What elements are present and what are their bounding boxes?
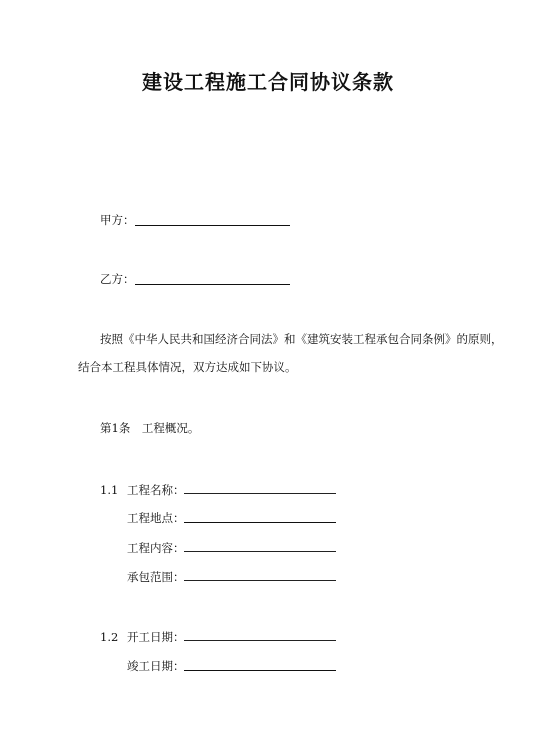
section-1-1-number: 1.1 xyxy=(100,483,119,497)
field-label-project-location: 工程地点： xyxy=(127,511,185,525)
article-1-heading: 第1条 工程概况。 xyxy=(100,421,200,435)
field-label-completion-date: 竣工日期： xyxy=(127,659,185,673)
party-a-label: 甲方： xyxy=(100,213,135,227)
field-line-project-content xyxy=(184,551,336,552)
field-line-contract-scope xyxy=(184,580,336,581)
field-line-project-location xyxy=(184,522,336,523)
intro-line-2: 结合本工程具体情况，双方达成如下协议。 xyxy=(78,360,297,374)
field-label-contract-scope: 承包范围： xyxy=(127,570,185,584)
document-title: 建设工程施工合同协议条款 xyxy=(142,70,394,94)
field-label-project-content: 工程内容： xyxy=(127,541,185,555)
section-1-2-number: 1.2 xyxy=(100,630,119,644)
field-label-project-name: 工程名称： xyxy=(127,483,185,497)
field-label-start-date: 开工日期： xyxy=(127,630,185,644)
intro-line-1: 按照《中华人民共和国经济合同法》和《建筑安装工程承包合同条例》的原则， xyxy=(100,332,503,346)
field-line-completion-date xyxy=(184,670,336,671)
field-line-project-name xyxy=(184,493,336,494)
party-a-blank-line xyxy=(135,225,290,226)
party-b-blank-line xyxy=(135,284,290,285)
field-line-start-date xyxy=(184,640,336,641)
party-b-label: 乙方： xyxy=(100,272,135,286)
